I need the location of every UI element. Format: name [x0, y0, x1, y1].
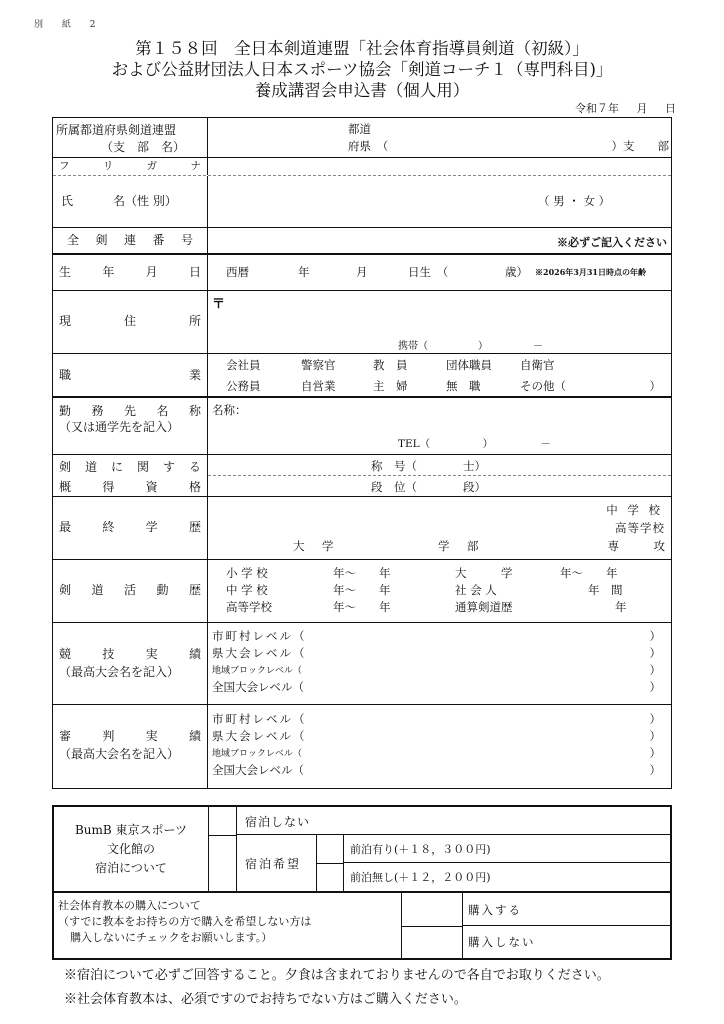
no-stay-option: 宿泊しない — [237, 807, 670, 835]
label-char: 職 — [59, 368, 72, 382]
label-char: 剣 — [59, 460, 72, 474]
row-occupation — [53, 354, 671, 398]
occupation-option[interactable]: 自営業 — [301, 379, 336, 393]
label-char: 日 — [188, 265, 201, 279]
history-range: 年～ 年 — [333, 600, 391, 614]
title-line-1: 第１５８回 全日本剣道連盟「社会体育指導員剣道（初級）」 — [135, 39, 589, 58]
affiliation-label-line1: 所属都道府県剣道連盟 — [56, 123, 177, 137]
referee-label-sub: （最高大会名を記入） — [59, 747, 180, 761]
row-furigana — [53, 158, 671, 176]
label-char: 実 — [145, 647, 158, 661]
name-label — [53, 176, 208, 227]
year-text: 年 — [298, 265, 310, 279]
occupation-option[interactable]: 自衛官 — [520, 358, 555, 372]
label-char: 学 — [145, 520, 158, 534]
row-education — [53, 497, 671, 560]
month-text: 月 — [356, 265, 368, 279]
history-school: 社 会 人 — [455, 583, 497, 597]
address-label — [53, 291, 208, 353]
competition-field[interactable] — [208, 623, 671, 704]
occupation-option[interactable]: 会社員 — [226, 358, 261, 372]
workplace-field[interactable] — [208, 398, 671, 454]
textbook-label-line1: 社会体育教本の購入について — [58, 899, 201, 912]
member-no-note: ※必ずご記入ください — [557, 236, 667, 249]
label-char: 績 — [188, 647, 201, 661]
furigana-field[interactable] — [208, 158, 671, 175]
lodging-label — [54, 807, 209, 891]
level-regional-block: 地域ブロックレベル（ — [212, 666, 302, 676]
label-char: 剣 — [59, 583, 72, 597]
age-note: ※2026年3月31日時点の年齢 — [535, 267, 646, 277]
occupation-label — [53, 354, 208, 396]
occupation-option[interactable]: 警察官 — [301, 358, 336, 372]
prev-night-checkbox[interactable] — [317, 835, 343, 864]
history-range: 年 間 — [588, 583, 623, 597]
birthday-field[interactable] — [208, 255, 671, 290]
close-paren: ） — [649, 663, 661, 677]
workplace-name-prefix: 名称： — [212, 403, 247, 417]
title-line-2: および公益財団法人日本スポーツ協会「剣道コーチ１（専門科目)」 — [111, 60, 613, 79]
label-char: 技 — [102, 647, 115, 661]
label-char: 名 — [156, 404, 169, 418]
label-char: 歴 — [188, 583, 201, 597]
competition-label-sub: （最高大会名を記入） — [59, 665, 180, 679]
label-char: 歴 — [188, 520, 201, 534]
history-range: 年 — [615, 600, 627, 614]
name-field[interactable] — [208, 176, 671, 227]
level-prefectural: 県大会レベル（ — [212, 646, 307, 660]
occupation-option[interactable]: 教 員 — [373, 358, 408, 372]
occupation-option[interactable]: 無 職 — [446, 379, 481, 393]
textbook-label-line3: 購入しないにチェックをお願いします。） — [70, 931, 273, 944]
occupation-option[interactable]: 公務員 — [226, 379, 261, 393]
label-char: 判 — [102, 729, 115, 743]
era-text: 西暦 — [226, 265, 249, 279]
level-municipal: 市町村レベル（ — [212, 629, 307, 643]
pref-top-text: 都道 — [348, 122, 371, 136]
buy-option: 購入する — [463, 893, 670, 926]
stay-type-checkbox-column — [317, 835, 344, 891]
label-char: 競 — [59, 647, 72, 661]
row-workplace — [53, 398, 671, 455]
level-national: 全国大会レベル（ — [212, 763, 304, 777]
label-char: 道 — [91, 583, 104, 597]
qualification-label — [53, 455, 208, 496]
mobile-phone-text: 携帯（ ） － — [398, 341, 543, 352]
label-char: 関 — [136, 460, 149, 474]
education-label — [53, 497, 208, 559]
want-stay-checkbox[interactable] — [209, 836, 236, 891]
row-address — [53, 291, 671, 354]
history-school: 中 学 校 — [226, 583, 268, 597]
close-paren: ） — [649, 729, 661, 743]
label-char: 先 — [123, 404, 136, 418]
row-qualification — [53, 455, 671, 497]
label-char: 資 — [145, 480, 158, 494]
affiliation-field[interactable] — [208, 118, 671, 157]
lodging-label-line1: BumB 東京スポーツ — [74, 823, 188, 837]
lodging-section — [52, 805, 672, 893]
birthday-label — [53, 255, 208, 290]
close-paren: ） — [649, 763, 661, 777]
kendo-history-label — [53, 560, 208, 622]
row-member-no — [53, 228, 671, 255]
label-char: フ — [59, 160, 70, 172]
title-grade-text: 称 号（ 士） — [371, 459, 486, 473]
occupation-field — [208, 354, 671, 396]
not-buy-checkbox[interactable] — [402, 927, 462, 958]
label-char: 実 — [145, 729, 158, 743]
affiliation-label-line2: （支 部 名） — [101, 140, 186, 154]
without-prev-night-option: 前泊無し(＋１２，２００円) — [350, 871, 491, 884]
label-char: 格 — [188, 480, 201, 494]
close-paren: ） — [649, 746, 661, 760]
label-char: 号 — [180, 233, 193, 247]
member-no-field[interactable] — [208, 228, 671, 253]
level-regional-block: 地域ブロックレベル（ — [212, 749, 302, 759]
label-char: す — [162, 460, 175, 474]
buy-checkbox[interactable] — [402, 893, 462, 927]
history-school: 通算剣道歴 — [455, 600, 513, 614]
workplace-tel-text: TEL（ ） － — [398, 438, 551, 450]
row-competition — [53, 623, 671, 705]
note-textbook: ※社会体育教本は、必須ですのでお持ちでない方はご購入ください。 — [64, 992, 467, 1007]
history-range: 年～ 年 — [333, 566, 391, 580]
close-paren: ） — [649, 646, 661, 660]
row-kendo-history — [53, 560, 671, 623]
label-char: ガ — [146, 160, 158, 172]
address-field[interactable] — [208, 291, 671, 353]
textbook-checkbox-column — [402, 893, 463, 958]
label-char: 道 — [84, 460, 97, 474]
textbook-label — [54, 893, 402, 958]
label-char: 動 — [156, 583, 169, 597]
level-municipal: 市町村レベル（ — [212, 712, 307, 726]
age-text: 歳） — [505, 265, 528, 279]
row-affiliation — [53, 118, 671, 158]
no-stay-checkbox[interactable] — [209, 807, 236, 836]
textbook-label-line2: （すでに教本をお持ちの方で購入を希望しない方は — [58, 915, 312, 928]
annex-label: 別 紙 2 — [34, 20, 104, 30]
title-line-3: 養成講習会申込書（個人用） — [254, 81, 470, 100]
history-school: 高等学校 — [226, 600, 272, 614]
label-char: 終 — [102, 520, 115, 534]
postal-mark-icon: 〒 — [212, 297, 226, 312]
major-text: 専 攻 — [607, 539, 665, 553]
textbook-section — [52, 893, 672, 960]
competition-label — [53, 623, 208, 704]
lodging-checkbox-column — [209, 807, 237, 891]
occupation-option[interactable]: 団体職員 — [446, 358, 492, 372]
label-char: 概 — [59, 480, 72, 494]
qualification-field[interactable] — [208, 455, 671, 496]
application-date: 令和７年 月 日 — [575, 102, 676, 115]
label-char: 勤 — [59, 404, 72, 418]
label-char: 得 — [102, 480, 115, 494]
label-char: 業 — [188, 368, 201, 382]
label-char: 称 — [188, 404, 201, 418]
label-char: る — [188, 460, 201, 474]
high-school-text: 高等学校 — [615, 521, 665, 535]
level-prefectural: 県大会レベル（ — [212, 729, 307, 743]
label-char: 活 — [123, 583, 136, 597]
close-paren: ） — [649, 629, 661, 643]
lodging-label-line2: 文化館の — [106, 842, 155, 856]
name-label-left: 氏 — [61, 194, 74, 208]
level-national: 全国大会レベル（ — [212, 680, 304, 694]
label-char: 番 — [152, 233, 165, 247]
referee-label — [53, 705, 208, 788]
row-birthday — [53, 255, 671, 291]
label-char: 連 — [123, 233, 136, 247]
branch-suffix-text: ）支 部 — [611, 139, 669, 153]
workplace-label-sub: （又は通学先を記入） — [59, 420, 180, 434]
name-label-right: 名（性 別） — [113, 194, 177, 208]
member-no-label — [53, 228, 208, 253]
label-char: 務 — [91, 404, 104, 418]
faculty-text: 学 部 — [438, 539, 482, 553]
kendo-history-field[interactable] — [208, 560, 671, 622]
label-char: 全 — [67, 233, 80, 247]
dashed-divider — [208, 475, 671, 476]
gender-choice[interactable]: （ 男 ・ 女 ） — [538, 194, 611, 208]
history-school: 大 学 — [455, 566, 513, 580]
label-char: 績 — [188, 729, 201, 743]
with-prev-night-option: 前泊有り(＋１８，３００円) — [344, 835, 670, 863]
label-char: 住 — [123, 314, 136, 328]
note-lodging: ※宿泊について必ずご回答すること。夕食は含まれておりませんので各自でお取りください。 — [64, 968, 610, 983]
label-char: リ — [102, 160, 114, 172]
no-prev-night-checkbox[interactable] — [317, 864, 343, 891]
education-field[interactable] — [208, 497, 671, 559]
label-char: 審 — [59, 729, 72, 743]
not-buy-option: 購入しない — [468, 935, 536, 949]
want-stay-option: 宿泊希望 — [237, 835, 317, 891]
label-char: 所 — [188, 314, 201, 328]
label-char: 剣 — [95, 233, 108, 247]
history-range: 年～ 年 — [560, 566, 618, 580]
history-range: 年～ 年 — [333, 583, 391, 597]
application-form — [52, 117, 672, 789]
workplace-label — [53, 398, 208, 454]
label-char: 月 — [145, 265, 158, 279]
label-char: ナ — [190, 160, 201, 172]
close-paren: ） — [649, 680, 661, 694]
lodging-label-line3: 宿泊について — [95, 861, 167, 875]
day-text: 日生 （ — [408, 265, 449, 279]
close-paren: ） — [649, 712, 661, 726]
occupation-option[interactable]: その他（ — [520, 379, 566, 393]
furigana-label — [53, 158, 208, 175]
affiliation-label — [53, 118, 208, 157]
row-name — [53, 176, 671, 228]
pref-bottom-text: 府県 （ — [348, 139, 389, 153]
junior-high-text: 中 学 校 — [606, 503, 663, 517]
occupation-option[interactable]: 主 婦 — [373, 379, 408, 393]
label-char: 生 — [59, 265, 72, 279]
label-char: に — [110, 460, 123, 474]
label-char: 現 — [59, 314, 72, 328]
referee-field[interactable] — [208, 705, 671, 788]
history-school: 小 学 校 — [226, 566, 268, 580]
row-referee — [53, 705, 671, 788]
label-char: 最 — [59, 520, 72, 534]
university-text: 大 学 — [293, 539, 337, 553]
dan-rank-text: 段 位（ 段） — [371, 480, 486, 494]
occupation-other-close: ） — [649, 379, 661, 393]
label-char: 年 — [102, 265, 115, 279]
